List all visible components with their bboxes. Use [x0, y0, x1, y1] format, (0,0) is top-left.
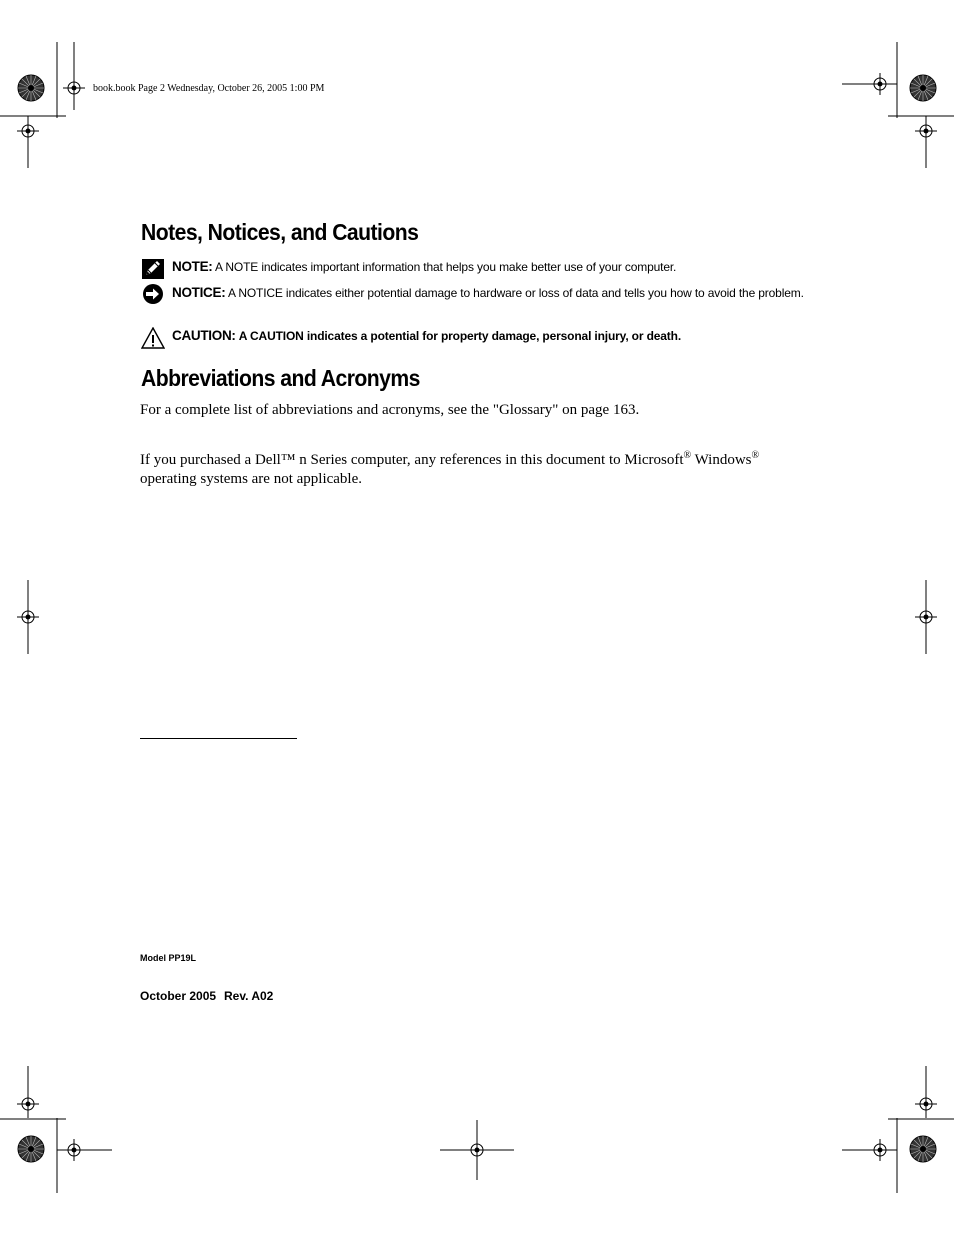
pencil-note-icon: [141, 258, 165, 280]
registration-star-icon: [910, 75, 936, 101]
notice-row: [141, 284, 811, 322]
print-slug: book.book Page 2 Wednesday, October 26, 2005 1:00 PM: [93, 83, 325, 94]
notice-arrow-icon: [141, 284, 165, 306]
revision-label: Rev. A02: [224, 989, 274, 1003]
n-series-text-1: If you purchased a Dell™ n Series computer, any references in this document to Microsoft: [140, 452, 684, 468]
caution-row: [141, 327, 811, 349]
registered-mark: ®: [683, 450, 692, 461]
n-series-text-3: operating systems are not applicable.: [140, 471, 363, 487]
registration-star-icon: [18, 75, 44, 101]
model-number: Model PP19L: [140, 953, 197, 963]
caution-label: CAUTION:: [172, 328, 236, 343]
caution-triangle-icon: [141, 327, 165, 349]
divider-rule: [140, 738, 297, 739]
glossary-reference-paragraph: For a complete list of abbreviations and acronyms, see the "Glossary" on page 163.: [140, 402, 640, 418]
n-series-text-2: Windows: [691, 452, 752, 468]
heading-notes-notices-cautions: Notes, Notices, and Cautions: [141, 219, 419, 245]
notice-text: [172, 284, 817, 302]
registration-star-icon: [910, 1136, 936, 1162]
caution-body: A CAUTION indicates a potential for property damage, personal injury, or death.: [238, 329, 682, 343]
n-series-paragraph: [140, 451, 820, 489]
notice-label: NOTICE:: [172, 285, 226, 300]
note-row: [141, 258, 811, 280]
note-label: NOTE:: [172, 259, 213, 274]
registration-star-icon: [18, 1136, 44, 1162]
publication-date: October 2005: [140, 989, 217, 1003]
note-body: A NOTE indicates important information that helps you make better use of your computer.: [215, 260, 677, 274]
registered-mark: ®: [751, 450, 760, 461]
caution-text: [172, 327, 817, 345]
notice-body: A NOTICE indicates either potential damage to hardware or loss of data and tells you how to avoid the problem.: [227, 286, 804, 300]
heading-abbreviations-acronyms: Abbreviations and Acronyms: [141, 365, 420, 391]
note-text: [172, 258, 817, 276]
